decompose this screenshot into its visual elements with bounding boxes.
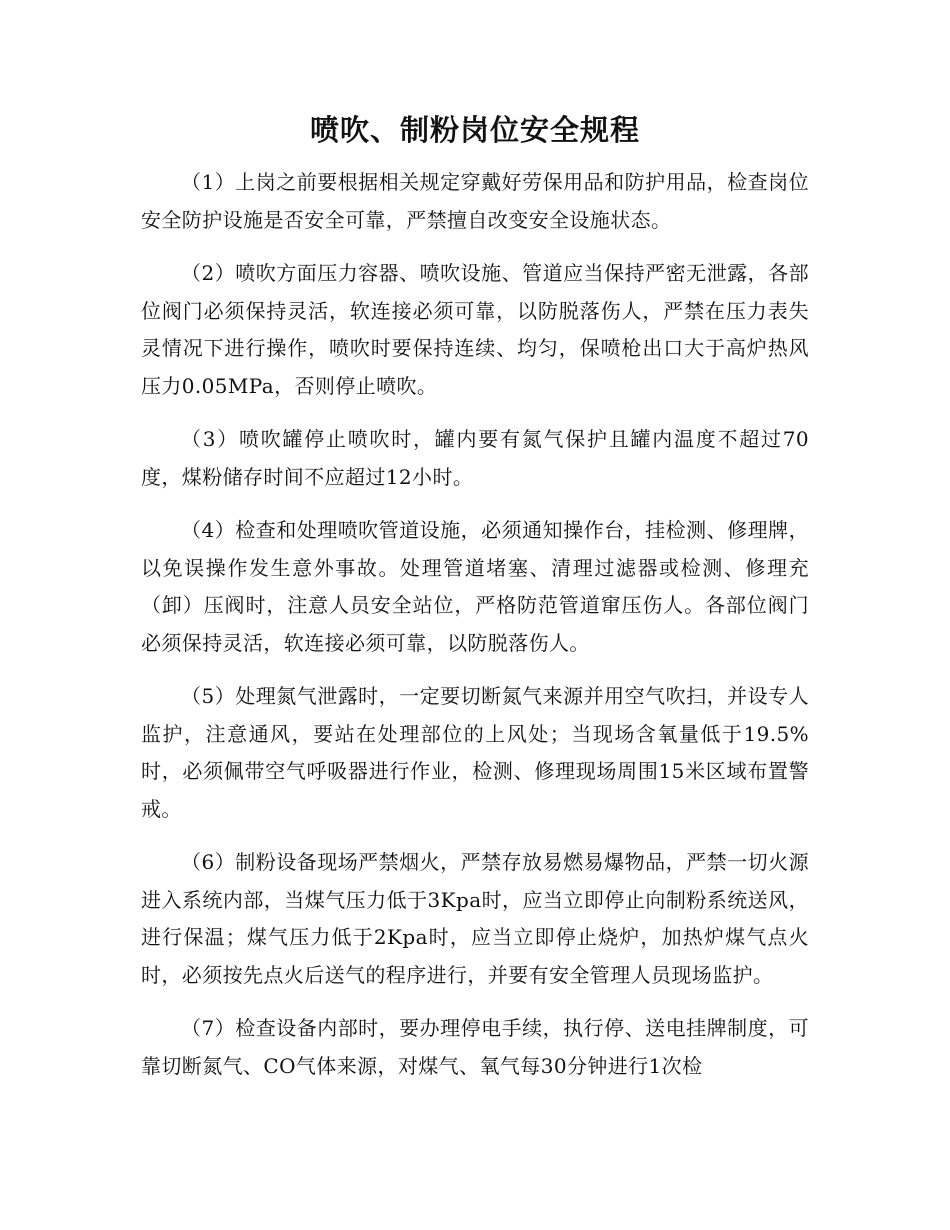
document-title: 喷吹、制粉岗位安全规程: [309, 113, 640, 147]
paragraph-4: （4）检查和处理喷吹管道设施，必须通知操作台，挂检测、修理牌，以免误操作发生意外事故。处理管道堵塞、清理过滤器或检测、修理充（卸）压阀时，注意人员安全站位，严格防范管道窜压伤人。各部位阀门必须保持灵活，软连接必须可靠，以防脱落伤人。: [141, 518, 809, 655]
paragraph-7: （7）检查设备内部时，要办理停电手续，执行停、送电挂牌制度，可靠切断氮气、CO气体来源，对煤气、氧气每30分钟进行1次检: [141, 1016, 809, 1078]
paragraph-1: （1）上岗之前要根据相关规定穿戴好劳保用品和防护用品，检查岗位安全防护设施是否安全可靠，严禁擅自改变安全设施状态。: [141, 170, 809, 232]
paragraph-2: （2）喷吹方面压力容器、喷吹设施、管道应当保持严密无泄露，各部位阀门必须保持灵活，软连接必须可靠，以防脱落伤人，严禁在压力表失灵情况下进行操作，喷吹时要保持连续、均匀，保喷枪出口大于高炉热风压力0.05MPa，否则停止喷吹。: [141, 261, 809, 398]
paragraph-5: （5）处理氮气泄露时，一定要切断氮气来源并用空气吹扫，并设专人监护，注意通风，要站在处理部位的上风处；当现场含氧量低于19.5%时，必须佩带空气呼吸器进行作业，检测、修理现场周围15米区域布置警戒。: [141, 684, 809, 821]
paragraph-6: （6）制粉设备现场严禁烟火，严禁存放易燃易爆物品，严禁一切火源进入系统内部，当煤气压力低于3Kpa时，应当立即停止向制粉系统送风，进行保温；煤气压力低于2Kpa时，应当立即停止烧炉，加热炉煤气点火时，必须按先点火后送气的程序进行，并要有安全管理人员现场监护。: [141, 850, 809, 987]
document-body: [141, 164, 809, 1101]
paragraph-3: （3）喷吹罐停止喷吹时，罐内要有氮气保护且罐内温度不超过70度，煤粉储存时间不应超过12小时。: [141, 427, 809, 489]
